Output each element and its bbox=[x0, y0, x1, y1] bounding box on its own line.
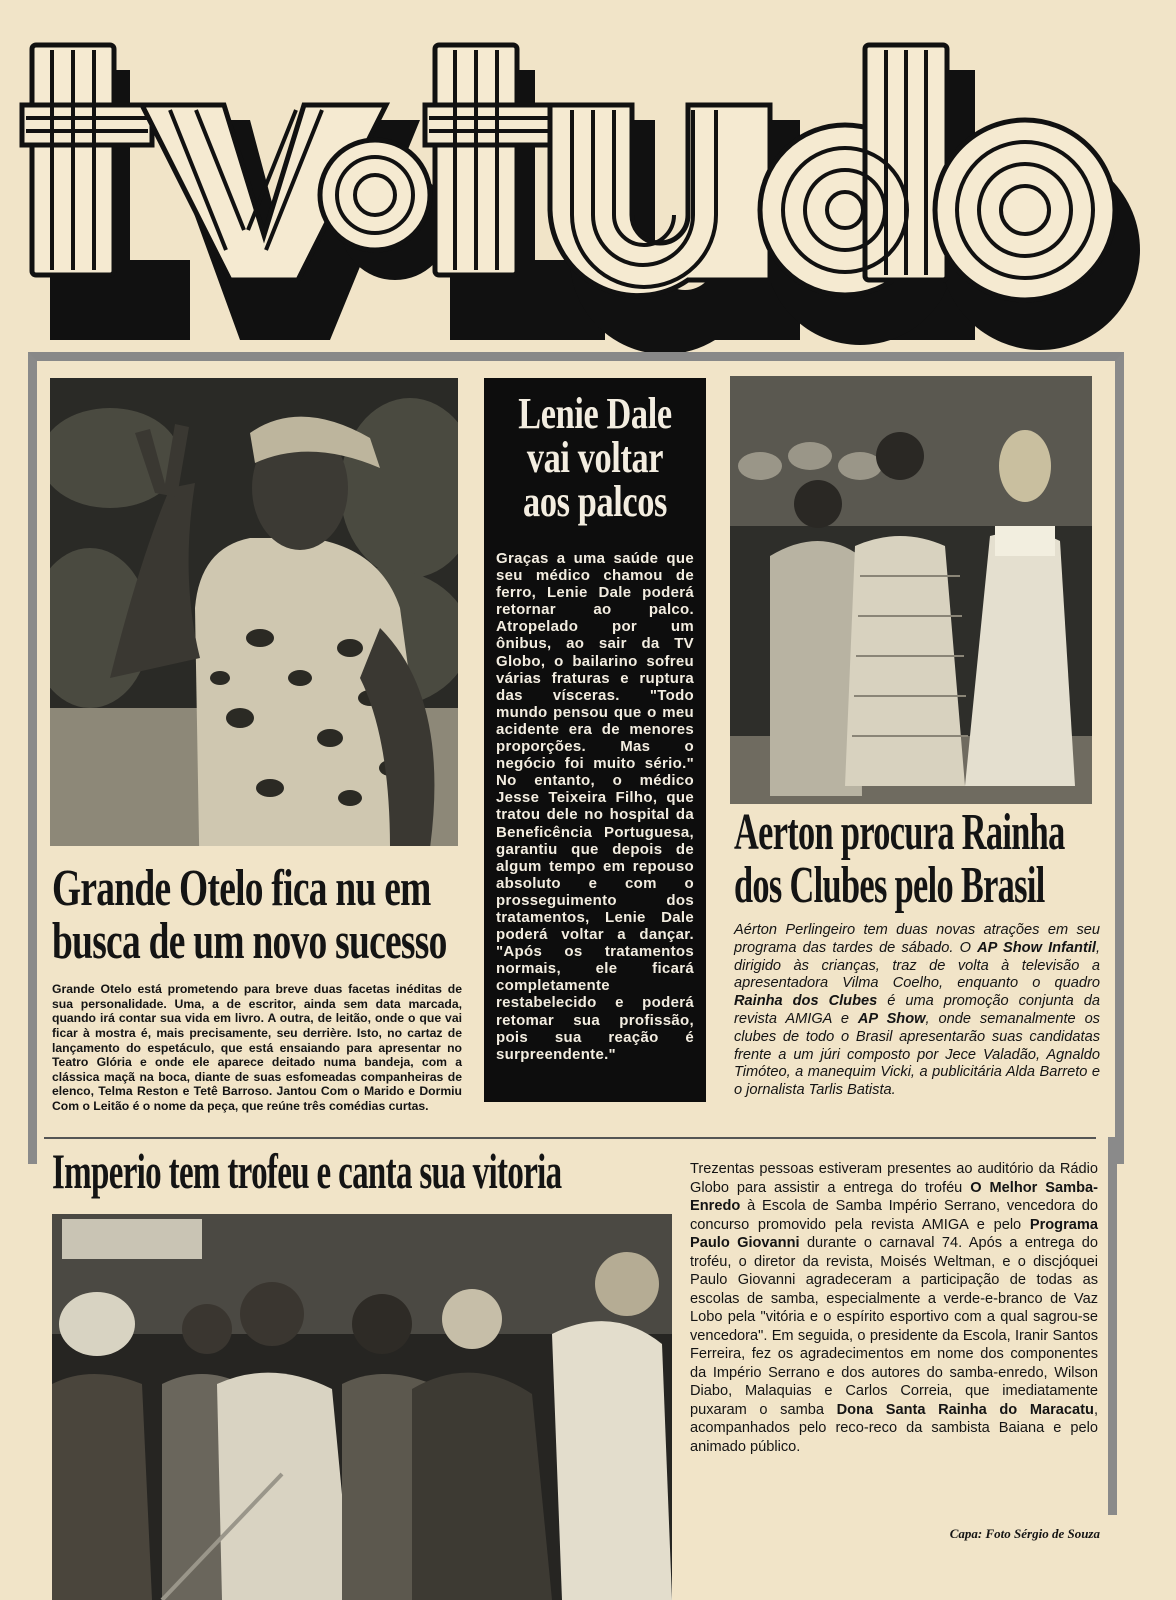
imperio-headline: Imperio tem trofeu e canta sua vitoria bbox=[52, 1143, 562, 1199]
lenie-column bbox=[484, 378, 706, 1102]
section-divider bbox=[44, 1137, 1096, 1139]
aerton-bold-3: AP Show bbox=[857, 1010, 926, 1027]
otelo-headline: Grande Otelo fica nu em busca de um novo sucesso bbox=[52, 860, 447, 971]
aerton-bold-2: Rainha dos Clubes bbox=[734, 993, 878, 1010]
aerton-photo bbox=[730, 376, 1092, 804]
aerton-bold-1: AP Show Infantil bbox=[977, 939, 1096, 956]
masthead-logo bbox=[10, 10, 1166, 355]
aerton-text-3: é uma promoção conjunta da revista AMIGA e bbox=[734, 993, 1100, 1027]
imperio-text-3: durante o carnaval 74. Após a entrega do troféu, o diretor da revista, Moisés Weltman, e o discjóquei Paulo Giovanni agradeceram a participação de todas as escolas de samba, especialmente a verde-e-branco de Vaz Lobo pela "vitória e o espírito esportivo com a qual sagrou-se vencedora". Em seguida, o presidente da Escola, Iranir Santos Ferreira, fez os agradecimentos em nome dos componentes da Império Serrano e dos autores do samba-enredo, Wilson Diabo, Malaquias e Carlos Correia, que imediatamente puxaram o samba bbox=[690, 1235, 1098, 1418]
aerton-text-1: Aérton Perlingeiro tem duas novas atrações em seu programa das tardes de sábado. O bbox=[734, 922, 1100, 956]
imperio-bold-2: Programa Paulo Giovanni bbox=[690, 1216, 1098, 1252]
imperio-body bbox=[690, 1160, 1098, 1457]
otelo-photo bbox=[50, 378, 458, 846]
lenie-headline: Lenie Dale vai voltar aos palcos bbox=[518, 389, 672, 526]
frame-edge bbox=[1108, 1137, 1117, 1515]
lenie-body: Graças a uma saúde que seu médico chamou de ferro, Lenie Dale poderá retornar ao palco. Atropelado por um ônibus, ao sair da TV Globo, o bailarino sofreu várias fraturas e ruptura das vísceras. "Todo mundo pensou que o meu acidente era de menores proporções. Mas o negócio foi muito sério." No entanto, o médico Jesse Teixeira Filho, que tratou dele no hospital da Beneficência Portuguesa, garantiu que depois de algum tempo em repouso absoluto e com o prosseguimento dos tratamentos, Lenie Dale poderá voltar a dançar. "Após os tratamentos normais, ele ficará completamente restabelecido e poderá retomar sua profissão, pois sua reação é surpreendente." bbox=[496, 550, 694, 1063]
cover-credit: Capa: Foto Sérgio de Souza bbox=[949, 1526, 1100, 1541]
aerton-text-4: , onde semanalmente os clubes de todo o Brasil apresentarão suas candidatas frente a um júri composto por Jece Valadão, Agnaldo Timóteo, a manequim Vicki, a publicitária Alda Barreto e o jornalista Tarlis Batista. bbox=[734, 1010, 1100, 1099]
aerton-headline: Aerton procura Rainha dos Clubes pelo Brasil bbox=[734, 804, 1065, 915]
imperio-bold-3: Dona Santa Rainha do Maracatu bbox=[836, 1401, 1094, 1418]
aerton-body bbox=[734, 922, 1100, 1100]
imperio-photo bbox=[52, 1214, 672, 1600]
aerton-text-2: , dirigido às crianças, traz de volta à televisão a apresentadora Vilma Coelho, enquanto o quadro bbox=[734, 939, 1100, 992]
masthead-art bbox=[10, 10, 1166, 355]
imperio-text-4: , acompanhados pelo reco-reco da sambista Baiana e pelo animado público. bbox=[690, 1401, 1098, 1455]
otelo-body: Grande Otelo está prometendo para breve duas facetas inéditas de sua personalidade. Uma, a de escritor, ainda sem data marcada, quando irá contar sua vida em livro. A outra, de leitão, onde o que vai ficar à mostra é, mais precisamente, seu derrière. Isto, no cartaz de lançamento do espetáculo, que está ensaiando para apresentar no Teatro Glória e onde ele aparece deitado numa bandeja, com a clássica maçã na boca, diante de suas esfomeadas companheiras de elenco, Telma Reston e Tetê Barroso. Jantou Com o Marido e Dormiu Com o Leitão é o nome da peça, que reúne três comédias curtas. bbox=[52, 982, 462, 1114]
imperio-text-2: à Escola de Samba Império Serrano, vencedora do concurso promovido pela revista AMIGA e pelo bbox=[690, 1198, 1098, 1233]
imperio-text-1: Trezentas pessoas estiveram presentes ao auditório da Rádio Globo para assistir a entrega do troféu bbox=[690, 1161, 1098, 1196]
imperio-bold-1: O Melhor Samba-Enredo bbox=[690, 1179, 1098, 1215]
